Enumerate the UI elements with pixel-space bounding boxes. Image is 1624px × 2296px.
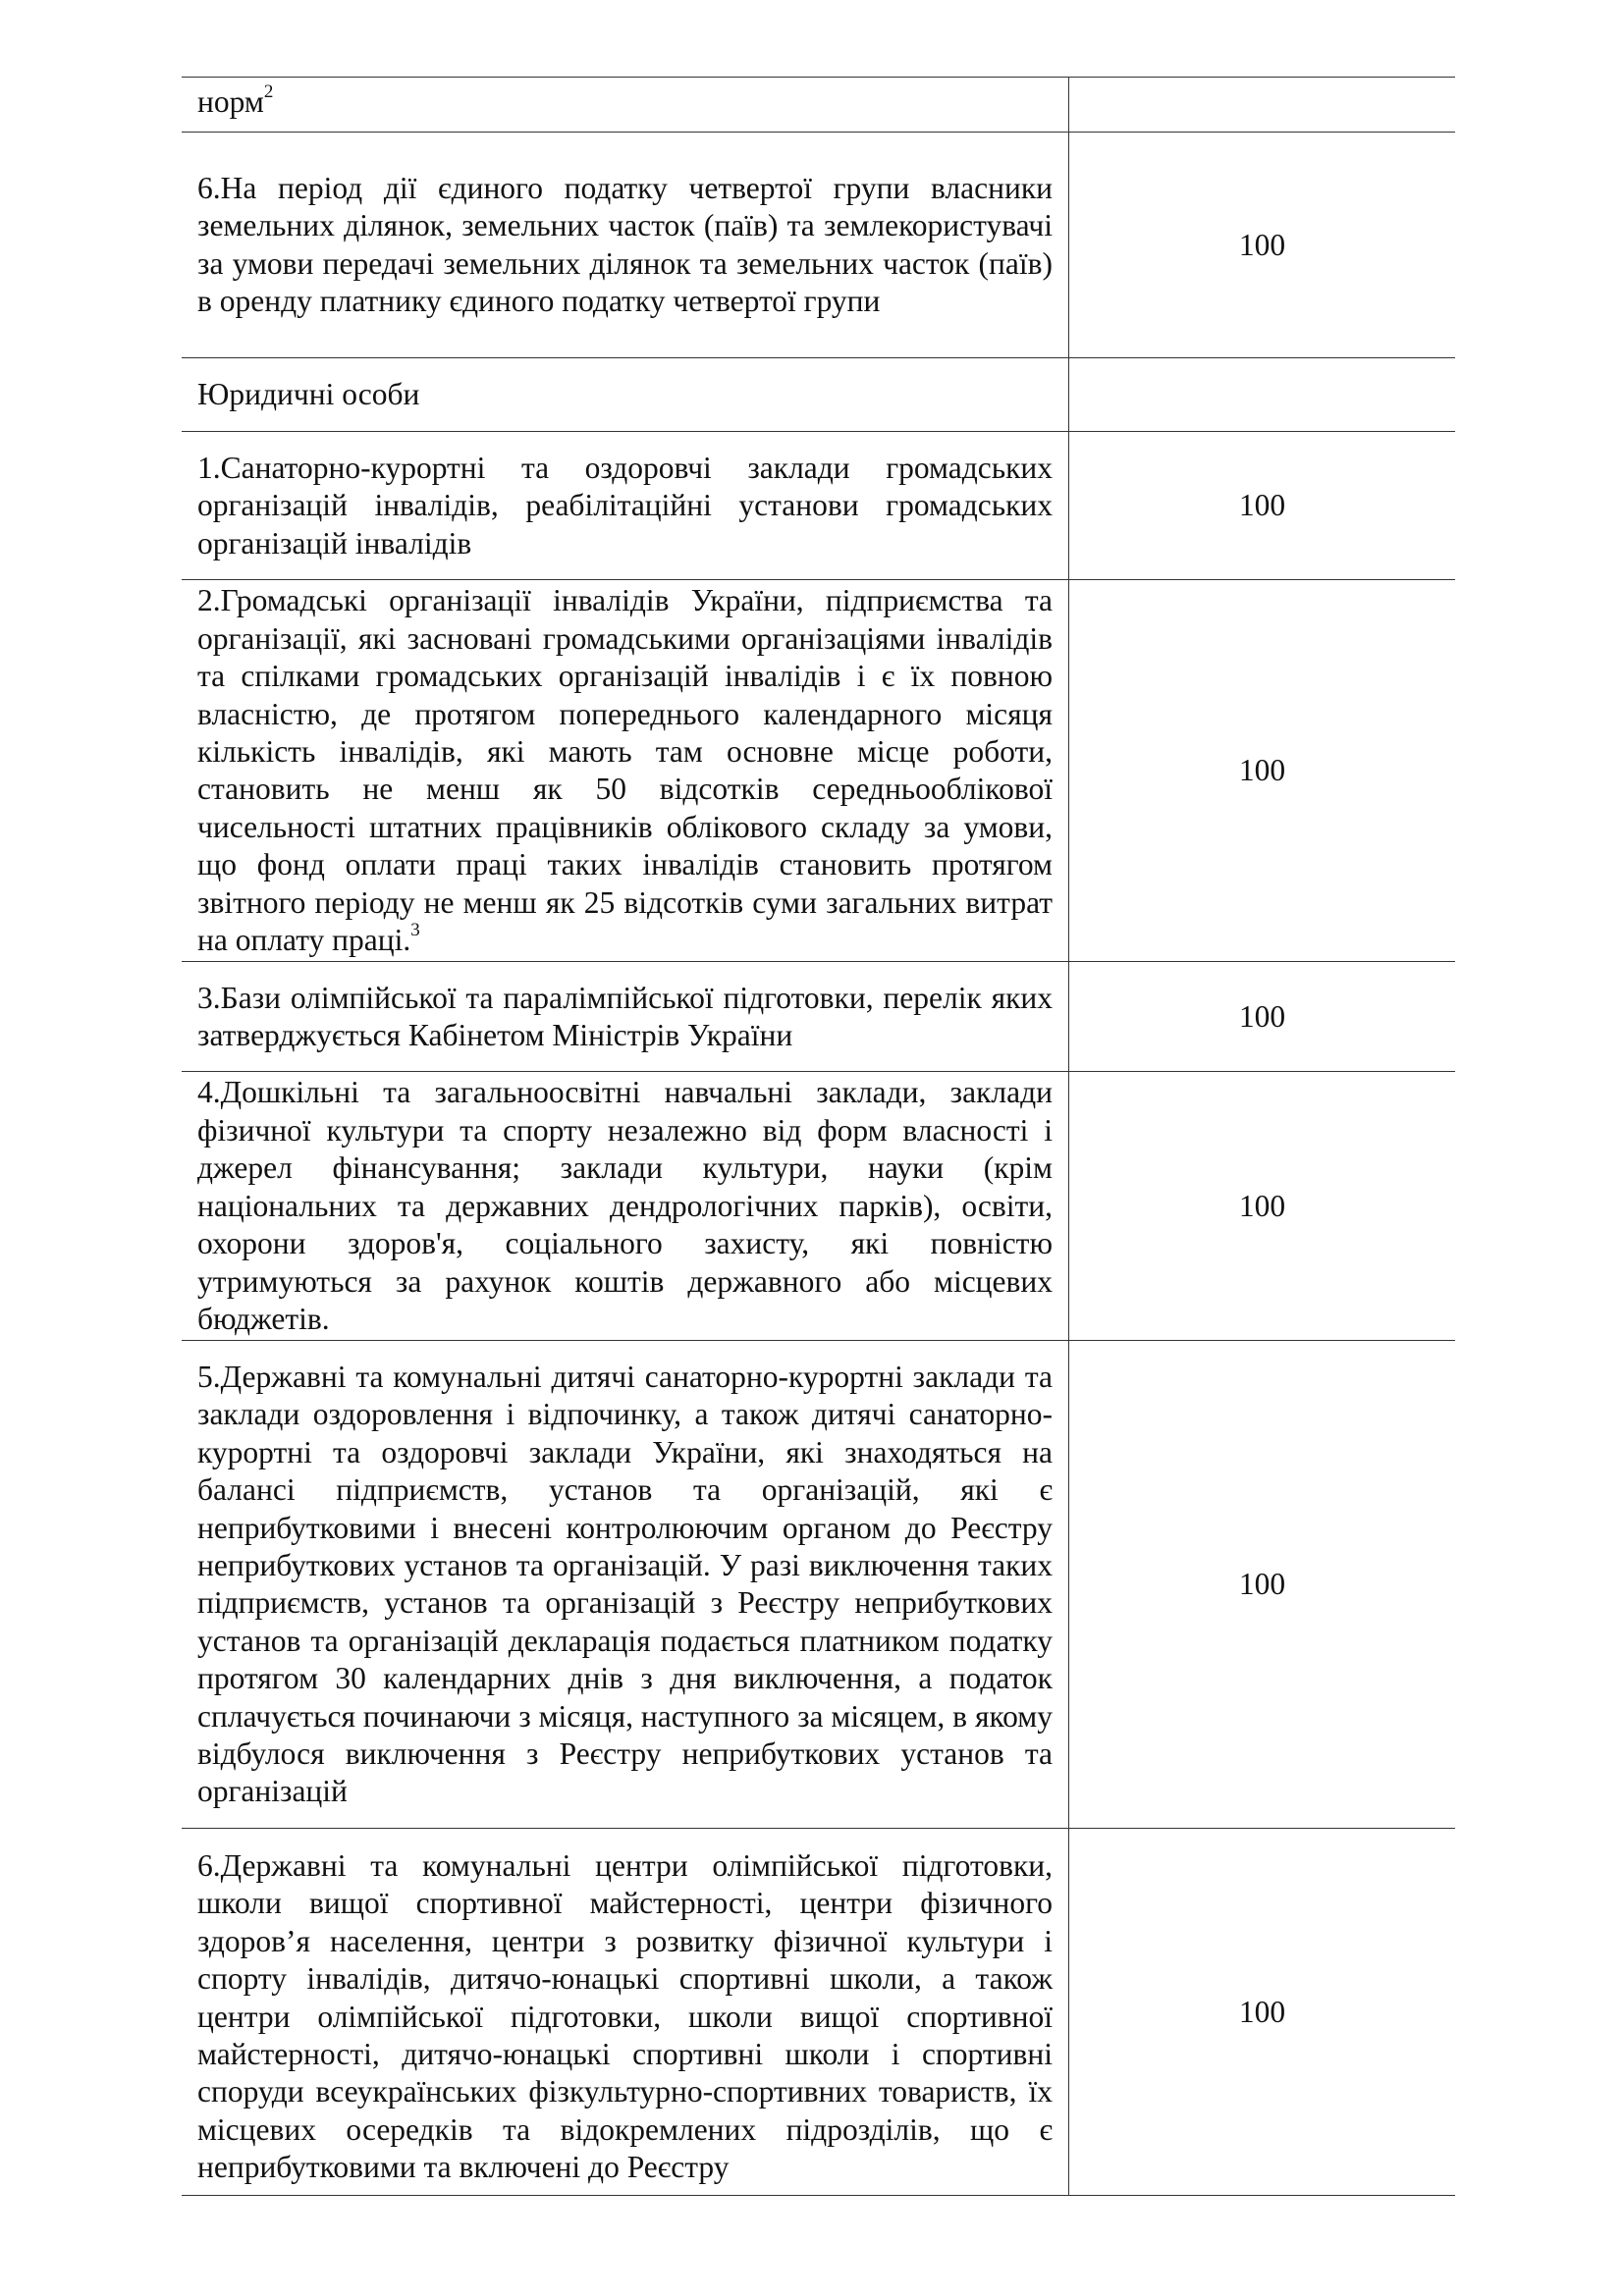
table-row <box>182 1072 1455 1341</box>
value-cell <box>1069 133 1456 358</box>
table-row <box>182 432 1455 580</box>
description-cell <box>182 1072 1069 1341</box>
table-row <box>182 580 1455 962</box>
row-description: 2.Громадські організації інвалідів України, підприємства та організації, які засновані громадськими організаціями інвалідів та спілками громадських організацій інвалідів і є їх повною власністю, де протягом попереднього календарного місяця кількість інвалідів, які мають там основне місце роботи, становить не менш як 50 відсотків середньооблікової чисельності штатних працівників облікового складу за умови, що фонд оплати праці таких інвалідів становить протягом звітного періоду не менш як 25 відсотків суми загальних витрат на оплату праці. <box>197 583 1053 958</box>
description-cell <box>182 432 1069 580</box>
row-description: 4.Дошкільні та загальноосвітні навчальні заклади, заклади фізичної культури та спорту незалежно від форм власності і джерел фінансування; заклади культури, науки (крім національних та державних дендрологічних парків), освіти, охорони здоров'я, соціального захисту, які повністю утримуються за рахунок коштів державного або місцевих бюджетів. <box>197 1075 1053 1336</box>
value-cell <box>1069 78 1456 133</box>
value-cell <box>1069 358 1456 432</box>
description-cell <box>182 580 1069 962</box>
row-description: норм <box>197 84 264 120</box>
row-description: 3.Бази олімпійської та паралімпійської підготовки, перелік яких затверджується Кабінетом Міністрів України <box>197 980 1053 1052</box>
row-description: 1.Санаторно-курортні та оздоровчі заклади громадських організацій інвалідів, реабілітаційні установи громадських організацій інвалідів <box>197 450 1053 561</box>
table-row <box>182 962 1455 1072</box>
row-value: 100 <box>1238 1567 1286 1602</box>
value-cell <box>1069 1341 1456 1829</box>
value-cell <box>1069 580 1456 962</box>
row-value: 100 <box>1238 998 1286 1034</box>
footnote-marker: 3 <box>410 919 420 940</box>
tax-exemption-table <box>182 77 1455 2196</box>
row-description: 6.Державні та комунальні центри олімпійської підготовки, школи вищої спортивної майстерності, центри фізичного здоров’я населення, центри з розвитку фізичної культури і спорту інвалідів, дитячо-юнацькі спортивні школи, а також центри олімпійської підготовки, школи вищої спортивної майстерності, дитячо-юнацькі спортивні школи і спортивні споруди всеукраїнських фізкультурно-спортивних товариств, їх місцевих осередків та відокремлених підрозділів, що є неприбутковими та включені до Реєстру <box>197 1847 1053 2185</box>
table-row <box>182 1341 1455 1829</box>
section-title: Юридичні особи <box>197 377 420 411</box>
description-cell <box>182 78 1069 133</box>
row-description: 6.На період дії єдиного податку четвертої групи власники земельних ділянок, земельних часток (паїв) та землекористувачі за умови передачі земельних ділянок та земельних часток (паїв) в оренду платнику єдиного податку четвертої групи <box>197 170 1053 318</box>
row-value: 100 <box>1238 227 1286 262</box>
value-cell <box>1069 432 1456 580</box>
row-value: 100 <box>1238 1188 1286 1223</box>
row-description: 5.Державні та комунальні дитячі санаторно-курортні заклади та заклади оздоровлення і відпочинку, а також дитячі санаторно-курортні та оздоровчі заклади України, які знаходяться на балансі підприємств, установ та організацій, які є неприбутковими і внесені контролюючим органом до Реєстру неприбуткових установ та організацій. У разі виключення таких підприємств, установ та організацій з Реєстру неприбуткових установ та організацій декларація подається платником податку протягом 30 календарних днів з дня виключення, а податок сплачується починаючи з місяця, наступного за місяцем, в якому відбулося виключення з Реєстру неприбуткових установ та організацій <box>197 1359 1053 1809</box>
section-header-row <box>182 358 1455 432</box>
description-cell <box>182 133 1069 358</box>
value-cell <box>1069 962 1456 1072</box>
footnote-marker: 2 <box>263 80 274 102</box>
row-value: 100 <box>1238 753 1286 788</box>
table-row <box>182 78 1455 133</box>
description-cell <box>182 1829 1069 2196</box>
description-cell <box>182 358 1069 432</box>
row-value: 100 <box>1238 488 1286 523</box>
description-cell <box>182 1341 1069 1829</box>
value-cell <box>1069 1829 1456 2196</box>
row-value: 100 <box>1238 1994 1286 2029</box>
table-row <box>182 133 1455 358</box>
description-cell <box>182 962 1069 1072</box>
value-cell <box>1069 1072 1456 1341</box>
table-row <box>182 1829 1455 2196</box>
